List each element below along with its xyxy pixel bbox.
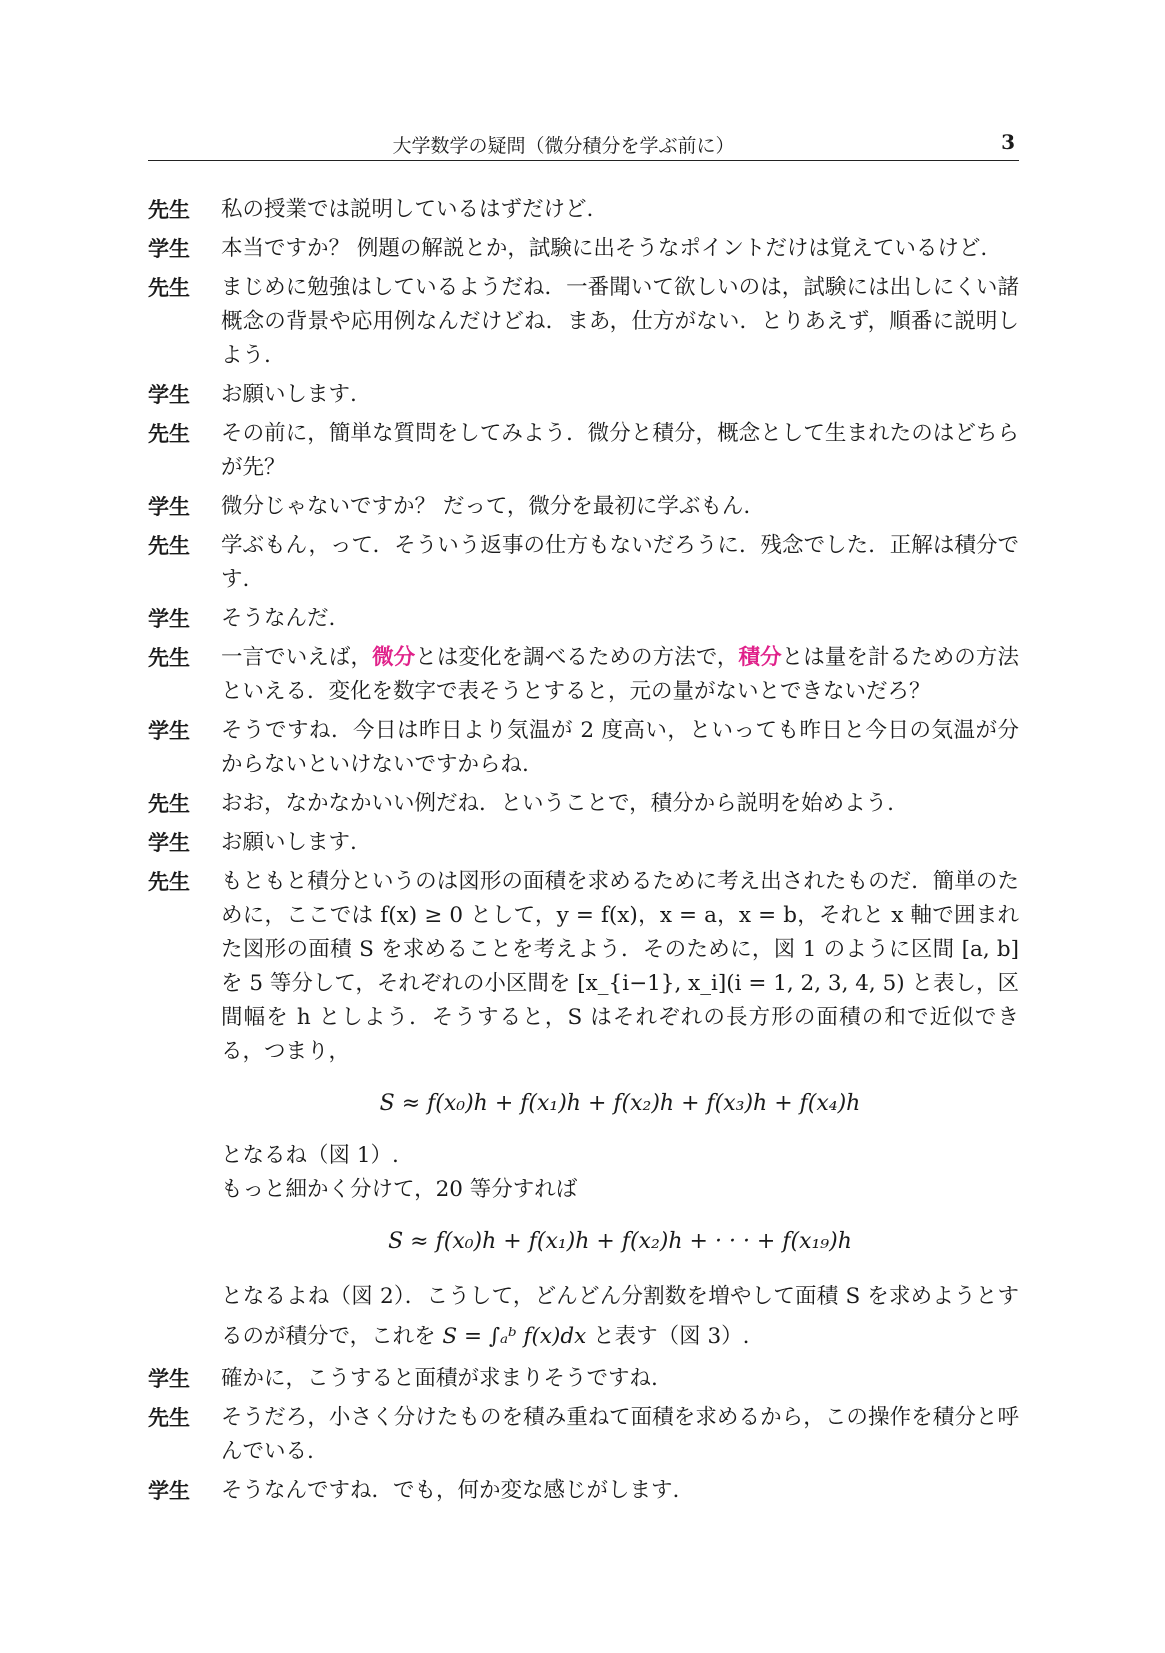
utterance: 本当ですか？ 例題の解説とか，試験に出そうなポイントだけは覚えているけど. — [221, 236, 988, 261]
speaker-label: 学生 — [148, 607, 190, 631]
dialogue-turn — [148, 1474, 1019, 1508]
utterance: 微分じゃないですか？ だって，微分を最初に学ぶもん. — [221, 494, 751, 519]
display-formula: S ≈ f(x₀)h + f(x₁)h + f(x₂)h + · · · + f(x₁₉)h — [388, 1229, 852, 1254]
utterance-text: もともと積分というのは図形の面積を求めるために考え出されたものだ．簡単のために，ここでは f(x) ≥ 0 として，y = f(x)，x = a，x = b，それと x 軸で囲まれた図形の面積 S を求めることを考えよう．そのために，図 1 のように区間 [a, b] を 5 等分して，それぞれの小区間を [x_{i−1}, x_i](i = 1, 2, 3, 4, 5) と表し，区間幅を h としよう．そうすると，S はそれぞれの長方形の面積の和で近似できる，つまり， — [221, 869, 1019, 1064]
utterance — [221, 641, 1019, 709]
dialogue-turn — [148, 378, 1019, 412]
dialogue-body — [148, 193, 1019, 1513]
running-header — [148, 128, 1019, 161]
utterance: お願いします. — [221, 382, 357, 407]
speaker-label: 学生 — [148, 1367, 190, 1391]
utterance: そうですね．今日は昨日より気温が 2 度高い，といっても昨日と今日の気温が分からないといけないですからね. — [221, 718, 1019, 777]
utterance-text: となるよね（図 2）．こうして，どんどん分割数を増やして面積 S を求めようとするのが積分で，これを — [221, 1284, 1019, 1349]
speaker-label: 先生 — [148, 870, 190, 894]
utterance: その前に，簡単な質問をしてみよう．微分と積分，概念として生まれたのはどちらが先？ — [221, 421, 1019, 480]
integral-formula: S = ∫ₐᵇ f(x)dx — [442, 1324, 587, 1349]
dialogue-turn — [148, 865, 1019, 1357]
utterance — [221, 865, 1019, 1357]
speaker-label: 先生 — [148, 792, 190, 816]
utterance: おお，なかなかいい例だね．ということで，積分から説明を始めよう. — [221, 791, 894, 816]
utterance-text: 一言でいえば， — [221, 645, 373, 670]
keyword-differential: 微分 — [372, 645, 416, 670]
dialogue-turn — [148, 602, 1019, 636]
utterance: お願いします. — [221, 830, 357, 855]
dialogue-turn — [148, 271, 1019, 373]
utterance: 学ぶもん，って．そういう返事の仕方もないだろうに．残念でした．正解は積分です. — [221, 533, 1019, 592]
speaker-label: 学生 — [148, 383, 190, 407]
utterance-text: とは量を計るための方法といえる．変化を数字で表そうとすると，元の量がないとできないだろ？ — [221, 645, 1019, 704]
dialogue-turn — [148, 787, 1019, 821]
dialogue-turn — [148, 232, 1019, 266]
header-title: 大学数学の疑問（微分積分を学ぶ前に） — [392, 135, 735, 157]
speaker-label: 先生 — [148, 646, 190, 670]
dialogue-turn — [148, 529, 1019, 597]
speaker-label: 先生 — [148, 276, 190, 300]
dialogue-turn — [148, 826, 1019, 860]
utterance-text: とは変化を調べるための方法で， — [415, 645, 739, 670]
display-formula: S ≈ f(x₀)h + f(x₁)h + f(x₂)h + f(x₃)h + f(x₄)h — [379, 1091, 861, 1116]
speaker-label: 先生 — [148, 1406, 190, 1430]
dialogue-turn — [148, 417, 1019, 485]
utterance-text: となるね（図 1）. — [221, 1143, 399, 1168]
utterance: 確かに，こうすると面積が求まりそうですね. — [221, 1366, 658, 1391]
speaker-label: 学生 — [148, 237, 190, 261]
dialogue-turn — [148, 490, 1019, 524]
dialogue-turn — [148, 1401, 1019, 1469]
dialogue-turn — [148, 193, 1019, 227]
speaker-label: 学生 — [148, 831, 190, 855]
utterance: 私の授業では説明しているはずだけど. — [221, 197, 594, 222]
page-number: 3 — [1001, 130, 1015, 154]
utterance: まじめに勉強はしているようだね．一番聞いて欲しいのは，試験には出しにくい諸概念の背景や応用例なんだけどね．まあ，仕方がない．とりあえず，順番に説明しよう. — [221, 275, 1019, 368]
dialogue-turn — [148, 1362, 1019, 1396]
utterance: そうだろ，小さく分けたものを積み重ねて面積を求めるから，この操作を積分と呼んでいる. — [221, 1405, 1019, 1464]
speaker-label: 学生 — [148, 1479, 190, 1503]
speaker-label: 先生 — [148, 534, 190, 558]
utterance-text: と表す（図 3）. — [586, 1324, 750, 1349]
speaker-label: 学生 — [148, 719, 190, 743]
utterance: そうなんだ. — [221, 606, 336, 631]
speaker-label: 先生 — [148, 422, 190, 446]
utterance-text: もっと細かく分けて，20 等分すれば — [221, 1177, 578, 1202]
speaker-label: 先生 — [148, 198, 190, 222]
utterance: そうなんですね．でも，何か変な感じがします. — [221, 1478, 680, 1503]
dialogue-turn — [148, 641, 1019, 709]
dialogue-turn — [148, 714, 1019, 782]
keyword-integral: 積分 — [738, 645, 782, 670]
speaker-label: 学生 — [148, 495, 190, 519]
